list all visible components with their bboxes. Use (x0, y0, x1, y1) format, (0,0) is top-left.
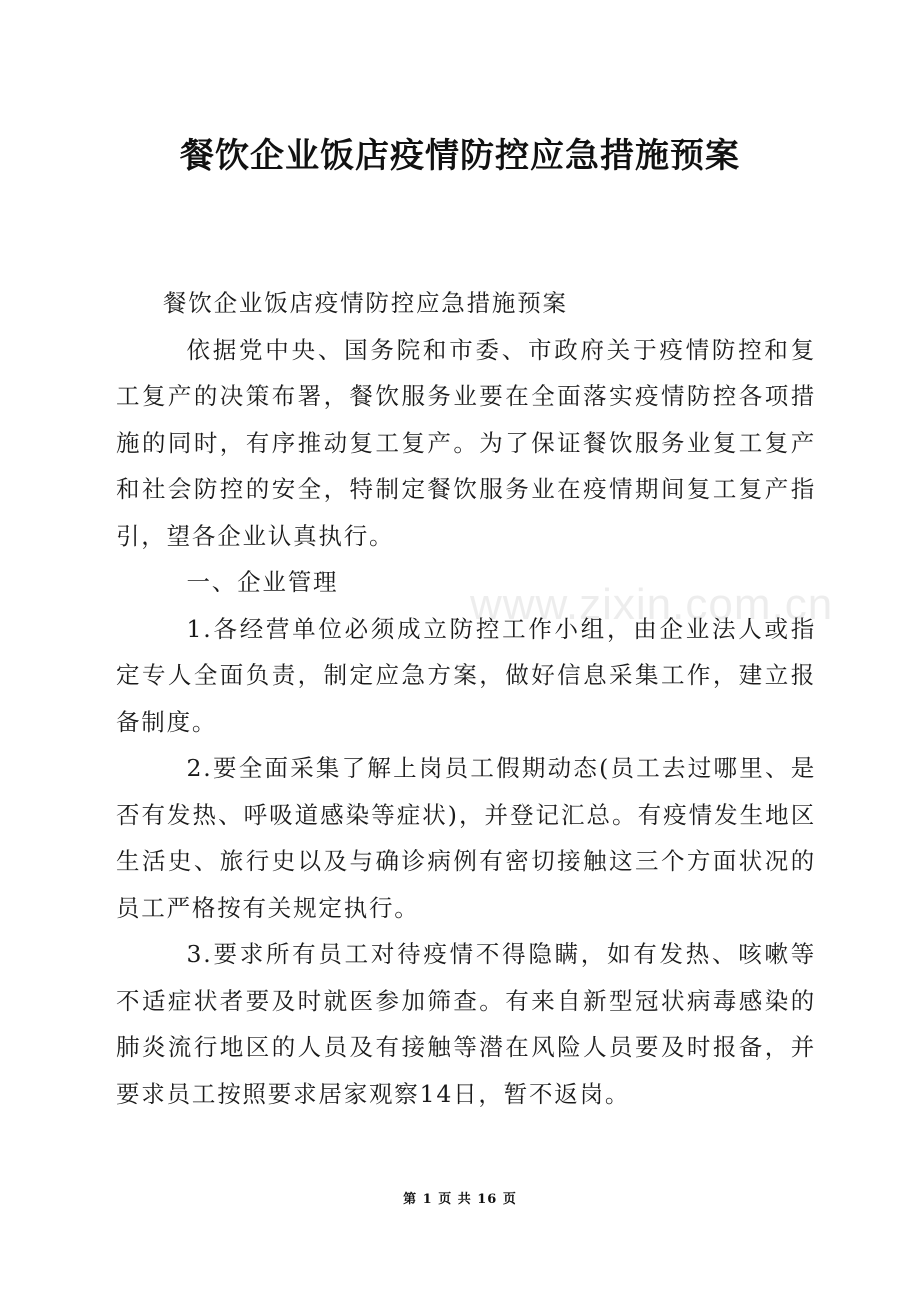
document-title: 餐饮企业饭店疫情防控应急措施预案 (180, 136, 740, 176)
page-number-footer: 第 1 页 共 16 页 (403, 1192, 517, 1207)
body-subtitle: 餐饮企业饭店疫情防控应急措施预案 (163, 289, 568, 317)
section-heading-management: 一、企业管理 (186, 568, 339, 596)
paragraph-item-2: 2.要全面采集了解上岗员工假期动态(员工去过哪里、是否有发热、呼吸道感染等症状)，并登记汇总。有疫情发生地区生活史、旅行史以及与确诊病例有密切接触这三个方面状况的员工严格按有关规定执行。 (116, 754, 816, 922)
watermark: www.zixin.com.cn (470, 580, 834, 629)
paragraph-item-1: 1.各经营单位必须成立防控工作小组，由企业法人或指定专人全面负责，制定应急方案，做好信息采集工作，建立报备制度。 (116, 614, 816, 736)
document-body (116, 280, 816, 1117)
paragraph-intro: 依据党中央、国务院和市委、市政府关于疫情防控和复工复产的决策布署，餐饮服务业要在全面落实疫情防控各项措施的同时，有序推动复工复产。为了保证餐饮服务业复工复产和社会防控的安全，特制定餐饮服务业在疫情期间复工复产指引，望各企业认真执行。 (116, 335, 816, 550)
paragraph-item-3: 3.要求所有员工对待疫情不得隐瞒，如有发热、咳嗽等不适症状者要及时就医参加筛查。有来自新型冠状病毒感染的肺炎流行地区的人员及有接触等潜在风险人员要及时报备，并要求员工按照要求居家观察14日，暂不返岗。 (116, 940, 816, 1108)
